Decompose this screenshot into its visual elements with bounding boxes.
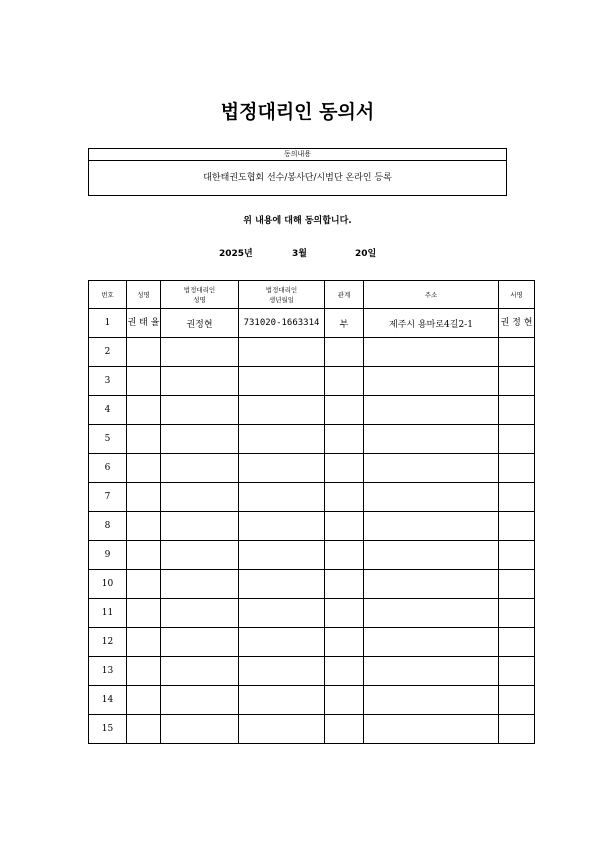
table-row xyxy=(89,657,535,686)
cell-no: 3 xyxy=(89,367,127,396)
cell-no: 9 xyxy=(89,541,127,570)
cell-guardian-name xyxy=(161,686,239,715)
table-row xyxy=(89,570,535,599)
cell-signature xyxy=(499,512,535,541)
cell-name xyxy=(127,512,161,541)
cell-guardian-birth: 731020-1663314 xyxy=(239,309,325,338)
cell-guardian-birth xyxy=(239,425,325,454)
table-row xyxy=(89,309,535,338)
date-day: 20일 xyxy=(355,249,377,259)
cell-address xyxy=(364,599,499,628)
table-row xyxy=(89,396,535,425)
cell-address xyxy=(364,338,499,367)
cell-guardian-name xyxy=(161,512,239,541)
cell-signature xyxy=(499,541,535,570)
cell-guardian-birth xyxy=(239,715,325,744)
cell-guardian-name xyxy=(161,338,239,367)
cell-name xyxy=(127,454,161,483)
cell-address xyxy=(364,425,499,454)
table-row xyxy=(89,454,535,483)
cell-no: 13 xyxy=(89,657,127,686)
cell-relation xyxy=(325,483,364,512)
cell-relation xyxy=(325,454,364,483)
consent-body: 대한태권도협회 선수/봉사단/시범단 온라인 등록 xyxy=(203,173,392,183)
cell-address xyxy=(364,396,499,425)
cell-signature xyxy=(499,367,535,396)
cell-relation: 부 xyxy=(325,309,364,338)
cell-name xyxy=(127,396,161,425)
cell-name xyxy=(127,367,161,396)
cell-relation xyxy=(325,338,364,367)
cell-signature xyxy=(499,483,535,512)
cell-address xyxy=(364,512,499,541)
table-row xyxy=(89,628,535,657)
cell-relation xyxy=(325,657,364,686)
header-guardian-name xyxy=(161,281,239,309)
header-guardian-birth-line1: 법정대리인 xyxy=(265,285,298,294)
cell-guardian-name xyxy=(161,628,239,657)
table-row xyxy=(89,715,535,744)
header-relation: 관계 xyxy=(325,281,364,309)
cell-name xyxy=(127,570,161,599)
cell-guardian-name xyxy=(161,599,239,628)
cell-signature: 권 정 현 xyxy=(499,309,535,338)
cell-guardian-birth xyxy=(239,657,325,686)
cell-address xyxy=(364,367,499,396)
date-year: 2025년 xyxy=(219,249,253,259)
cell-guardian-birth xyxy=(239,599,325,628)
header-guardian-name-line2: 성명 xyxy=(193,295,206,304)
table-row xyxy=(89,367,535,396)
cell-guardian-birth xyxy=(239,483,325,512)
cell-relation xyxy=(325,628,364,657)
header-guardian-birth-line2: 생년월일 xyxy=(268,295,295,304)
cell-guardian-birth xyxy=(239,628,325,657)
cell-no: 12 xyxy=(89,628,127,657)
cell-name xyxy=(127,686,161,715)
guardian-table xyxy=(88,280,535,744)
cell-no: 8 xyxy=(89,512,127,541)
cell-name xyxy=(127,541,161,570)
date-month: 3월 xyxy=(292,249,307,259)
table-header-row xyxy=(89,281,535,309)
cell-name: 권 태 율 xyxy=(127,309,161,338)
cell-relation xyxy=(325,570,364,599)
cell-guardian-name: 권정현 xyxy=(161,309,239,338)
cell-guardian-birth xyxy=(239,541,325,570)
table-row xyxy=(89,599,535,628)
cell-no: 15 xyxy=(89,715,127,744)
cell-guardian-name xyxy=(161,454,239,483)
cell-address xyxy=(364,570,499,599)
header-guardian-birth xyxy=(239,281,325,309)
cell-guardian-birth xyxy=(239,454,325,483)
cell-relation xyxy=(325,396,364,425)
cell-guardian-name xyxy=(161,367,239,396)
cell-guardian-name xyxy=(161,425,239,454)
header-signature: 서명 xyxy=(499,281,535,309)
header-name: 성명 xyxy=(127,281,161,309)
cell-address xyxy=(364,715,499,744)
table-row xyxy=(89,338,535,367)
cell-name xyxy=(127,425,161,454)
cell-guardian-name xyxy=(161,715,239,744)
cell-relation xyxy=(325,367,364,396)
cell-signature xyxy=(499,657,535,686)
cell-guardian-birth xyxy=(239,570,325,599)
cell-signature xyxy=(499,599,535,628)
cell-relation xyxy=(325,425,364,454)
cell-guardian-birth xyxy=(239,512,325,541)
cell-signature xyxy=(499,715,535,744)
cell-no: 4 xyxy=(89,396,127,425)
cell-signature xyxy=(499,570,535,599)
cell-name xyxy=(127,657,161,686)
cell-signature xyxy=(499,454,535,483)
document-title: 법정대리인 동의서 xyxy=(220,101,375,123)
cell-guardian-birth xyxy=(239,338,325,367)
cell-no: 5 xyxy=(89,425,127,454)
cell-address xyxy=(364,657,499,686)
cell-address xyxy=(364,541,499,570)
cell-relation xyxy=(325,715,364,744)
table-row xyxy=(89,512,535,541)
table-row xyxy=(89,483,535,512)
cell-signature xyxy=(499,686,535,715)
cell-no: 10 xyxy=(89,570,127,599)
header-no: 번호 xyxy=(89,281,127,309)
cell-relation xyxy=(325,599,364,628)
cell-guardian-birth xyxy=(239,686,325,715)
table-row xyxy=(89,686,535,715)
cell-signature xyxy=(499,396,535,425)
cell-address xyxy=(364,483,499,512)
cell-relation xyxy=(325,541,364,570)
cell-guardian-name xyxy=(161,396,239,425)
cell-guardian-name xyxy=(161,657,239,686)
consent-box xyxy=(88,148,507,196)
agree-statement: 위 내용에 대해 동의합니다. xyxy=(243,216,352,226)
cell-guardian-birth xyxy=(239,367,325,396)
cell-guardian-name xyxy=(161,570,239,599)
consent-header: 동의내용 xyxy=(89,149,506,161)
table-row xyxy=(89,541,535,570)
cell-no: 7 xyxy=(89,483,127,512)
table-row xyxy=(89,425,535,454)
cell-no: 1 xyxy=(89,309,127,338)
cell-no: 14 xyxy=(89,686,127,715)
cell-name xyxy=(127,628,161,657)
cell-address xyxy=(364,628,499,657)
header-guardian-name-line1: 법정대리인 xyxy=(183,285,216,294)
cell-signature xyxy=(499,425,535,454)
cell-name xyxy=(127,338,161,367)
table-body xyxy=(89,309,535,744)
cell-address: 제주시 용마로4길2-1 xyxy=(364,309,499,338)
cell-address xyxy=(364,686,499,715)
cell-relation xyxy=(325,686,364,715)
cell-no: 11 xyxy=(89,599,127,628)
cell-no: 6 xyxy=(89,454,127,483)
cell-relation xyxy=(325,512,364,541)
cell-signature xyxy=(499,628,535,657)
cell-signature xyxy=(499,338,535,367)
cell-name xyxy=(127,715,161,744)
cell-guardian-name xyxy=(161,483,239,512)
cell-name xyxy=(127,599,161,628)
cell-address xyxy=(364,454,499,483)
cell-guardian-birth xyxy=(239,396,325,425)
cell-name xyxy=(127,483,161,512)
cell-no: 2 xyxy=(89,338,127,367)
header-address: 주소 xyxy=(364,281,499,309)
cell-guardian-name xyxy=(161,541,239,570)
